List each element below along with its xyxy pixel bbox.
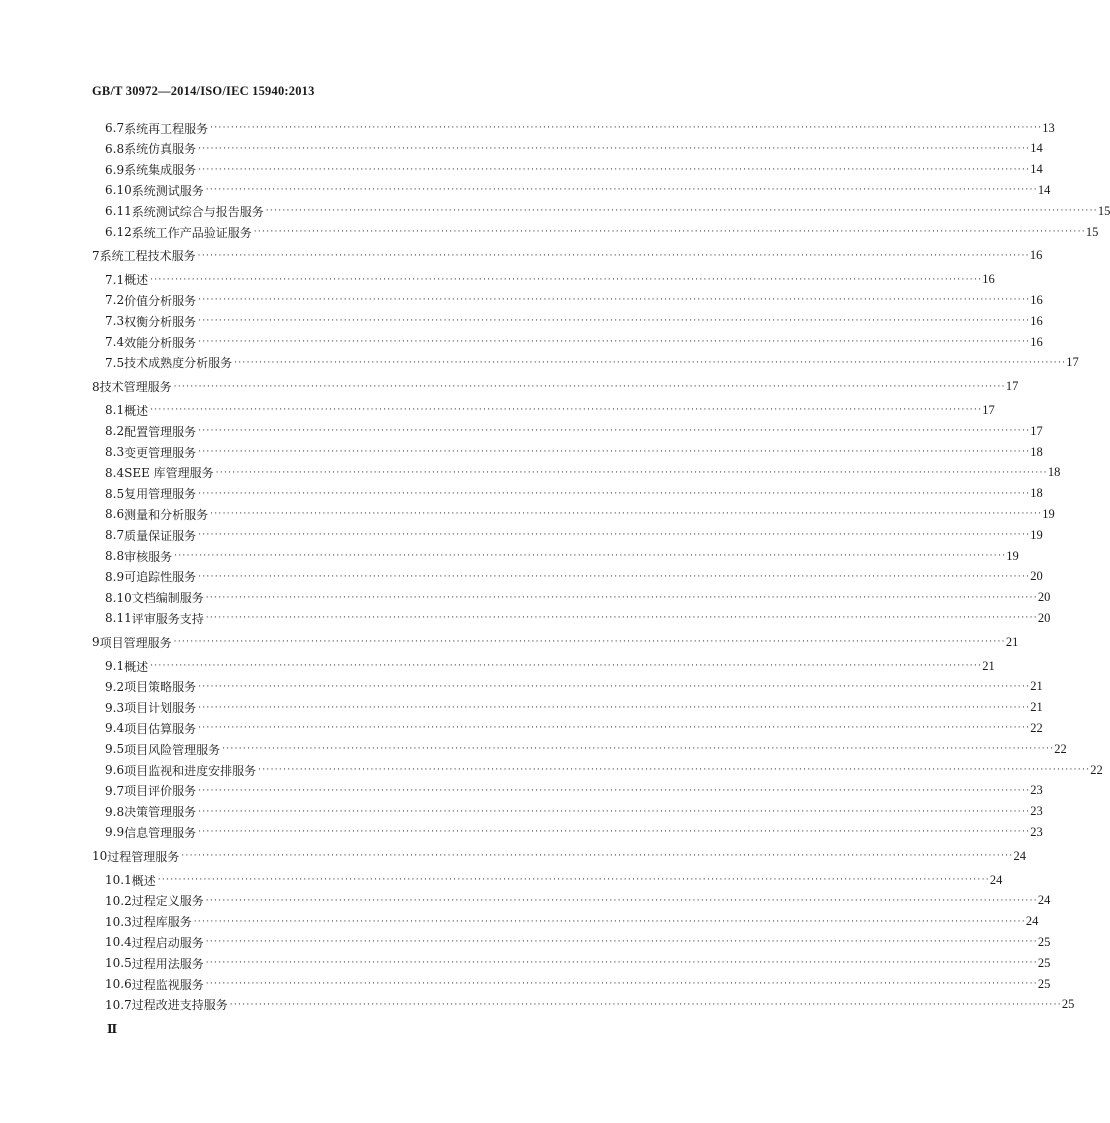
toc-section-row[interactable] bbox=[105, 421, 1043, 441]
document-header: GB/T 30972—2014/ISO/IEC 15940:2013 bbox=[92, 84, 315, 98]
toc-page-number: 25 bbox=[1061, 997, 1075, 1012]
toc-page-number: 17 bbox=[1066, 355, 1079, 370]
toc-number: 8.5 bbox=[105, 486, 125, 501]
toc-title: 概述 bbox=[131, 873, 156, 888]
toc-page-number: 16 bbox=[1029, 248, 1043, 263]
toc-page-number: 13 bbox=[1042, 120, 1055, 135]
toc-title: 技术成熟度分析服务 bbox=[124, 356, 233, 371]
toc-section-row[interactable] bbox=[105, 290, 1043, 310]
dot-leader: ········································································································································································································ bbox=[198, 447, 1031, 457]
toc-title: 系统再工程服务 bbox=[124, 121, 209, 136]
dot-leader: ········································································································································································································ bbox=[234, 357, 1067, 368]
toc-title: 信息管理服务 bbox=[124, 825, 197, 840]
toc-chapter-row[interactable] bbox=[92, 246, 1043, 266]
toc-number: 6.10 bbox=[105, 183, 132, 198]
toc-number: 8.6 bbox=[105, 507, 125, 522]
dot-leader: ········································································································································································································ bbox=[198, 316, 1031, 327]
page-number-footer: Ⅱ bbox=[107, 1022, 118, 1036]
toc-page-number: 25 bbox=[1037, 955, 1051, 970]
toc-page-number: 20 bbox=[1037, 610, 1051, 625]
toc-title: 审核服务 bbox=[124, 549, 173, 564]
toc-number: 6.9 bbox=[105, 162, 125, 177]
dot-leader: ········································································································································································································ bbox=[150, 661, 983, 671]
toc-title: 项目策略服务 bbox=[124, 680, 197, 695]
toc-section-row[interactable] bbox=[105, 739, 1067, 759]
dot-leader: ········································································································································································································ bbox=[205, 592, 1038, 603]
toc-title: 测量和分析服务 bbox=[124, 507, 209, 522]
toc-number: 6.8 bbox=[105, 141, 125, 156]
dot-leader: ········································································································································································································ bbox=[205, 613, 1038, 624]
toc-number: 6.11 bbox=[105, 204, 132, 219]
toc-page-number: 24 bbox=[989, 872, 1003, 887]
toc-page-number: 14 bbox=[1030, 162, 1043, 177]
toc-title: 过程管理服务 bbox=[107, 849, 180, 864]
dot-leader: ········································································································································································································ bbox=[198, 164, 1031, 175]
dot-leader: ········································································································································································································ bbox=[258, 765, 1091, 775]
toc-number: 8.2 bbox=[105, 424, 125, 439]
toc-page-number: 21 bbox=[1005, 634, 1019, 649]
toc-section-row[interactable] bbox=[105, 353, 1079, 373]
toc-page-number: 14 bbox=[1030, 141, 1043, 156]
dot-leader: ········································································································································································································ bbox=[198, 530, 1031, 541]
toc-section-row[interactable] bbox=[105, 870, 1003, 890]
dot-leader: ········································································································································································································ bbox=[215, 467, 1048, 478]
toc-title: 复用管理服务 bbox=[124, 487, 197, 502]
toc-number: 10.6 bbox=[105, 977, 132, 991]
dot-leader: ········································································································································································································ bbox=[205, 958, 1038, 969]
toc-section-row[interactable] bbox=[105, 118, 1055, 138]
toc-page-number: 25 bbox=[1037, 976, 1051, 991]
dot-leader: ········································································································································································································ bbox=[198, 571, 1031, 582]
toc-number: 7.2 bbox=[105, 293, 125, 308]
toc-page-number: 18 bbox=[1030, 444, 1043, 459]
toc-page-number: 23 bbox=[1030, 804, 1043, 819]
toc-title: 概述 bbox=[124, 403, 149, 418]
toc-title: 过程定义服务 bbox=[131, 894, 204, 909]
toc-title: 过程用法服务 bbox=[131, 956, 204, 971]
dot-leader: ········································································································································································································ bbox=[197, 250, 1030, 261]
toc-section-row[interactable] bbox=[105, 442, 1043, 462]
toc-page-number: 15 bbox=[1097, 203, 1110, 218]
toc-number: 9.8 bbox=[105, 804, 125, 819]
toc-title: SEE 库管理服务 bbox=[124, 466, 214, 481]
toc-section-row[interactable] bbox=[105, 974, 1051, 994]
toc-number: 10.5 bbox=[105, 956, 132, 971]
toc-number: 7.3 bbox=[105, 314, 125, 329]
toc-number: 10.3 bbox=[105, 914, 132, 929]
toc-title: 项目估算服务 bbox=[124, 721, 197, 736]
toc-title: 效能分析服务 bbox=[124, 335, 197, 350]
toc-title: 系统仿真服务 bbox=[124, 142, 197, 157]
toc-section-row[interactable] bbox=[105, 912, 1039, 932]
toc-section-row[interactable] bbox=[105, 504, 1055, 524]
toc-number: 7.4 bbox=[105, 335, 125, 349]
toc-page-number: 15 bbox=[1085, 224, 1099, 239]
toc-number: 8.3 bbox=[105, 445, 125, 459]
toc-number: 8.1 bbox=[105, 403, 125, 418]
toc-page-number: 22 bbox=[1054, 741, 1067, 756]
toc-number: 9 bbox=[92, 635, 100, 650]
toc-section-row[interactable] bbox=[105, 332, 1043, 352]
toc-section-row[interactable] bbox=[105, 311, 1043, 331]
dot-leader: ········································································································································································································ bbox=[253, 227, 1086, 237]
dot-leader: ········································································································································································································ bbox=[205, 979, 1038, 989]
toc-page-number: 21 bbox=[1030, 679, 1043, 694]
toc-title: 变更管理服务 bbox=[124, 445, 197, 460]
toc-title: 项目计划服务 bbox=[124, 701, 197, 716]
toc-number: 6.7 bbox=[105, 121, 125, 135]
toc-number: 9.9 bbox=[105, 825, 125, 840]
toc-title: 项目风险管理服务 bbox=[124, 742, 221, 757]
dot-leader: ········································································································································································································ bbox=[205, 185, 1038, 196]
toc-page-number: 23 bbox=[1030, 783, 1043, 798]
dot-leader: ········································································································································································································ bbox=[205, 937, 1038, 948]
toc-number: 9.4 bbox=[105, 721, 125, 736]
toc-section-row[interactable] bbox=[105, 180, 1051, 200]
toc-page-number: 16 bbox=[1030, 334, 1043, 349]
toc-section-row[interactable] bbox=[105, 932, 1051, 952]
dot-leader: ········································································································································································································ bbox=[205, 895, 1038, 906]
toc-section-row[interactable] bbox=[105, 525, 1043, 545]
toc-page-number: 22 bbox=[1090, 762, 1103, 777]
dot-leader: ········································································································································································································ bbox=[198, 426, 1031, 437]
toc-title: 评审服务支持 bbox=[131, 611, 204, 626]
toc-page-number: 23 bbox=[1030, 824, 1043, 839]
dot-leader: ········································································································································································································ bbox=[265, 206, 1098, 217]
toc-section-row[interactable] bbox=[105, 546, 1019, 566]
toc-number: 8.8 bbox=[105, 549, 125, 563]
toc-title: 项目管理服务 bbox=[99, 635, 172, 650]
toc-title: 文档编制服务 bbox=[131, 591, 204, 606]
dot-leader: ········································································································································································································ bbox=[198, 785, 1031, 796]
toc-section-row[interactable] bbox=[105, 802, 1043, 822]
toc-section-row[interactable] bbox=[105, 160, 1043, 180]
toc-section-row[interactable] bbox=[105, 463, 1061, 483]
toc-page-number: 24 bbox=[1025, 914, 1039, 929]
dot-leader: ········································································································································································································ bbox=[150, 405, 983, 416]
dot-leader: ········································································································································································································ bbox=[198, 488, 1031, 499]
toc-page-number: 24 bbox=[1013, 848, 1026, 863]
toc-number: 6.12 bbox=[105, 225, 132, 239]
toc-number: 7 bbox=[92, 248, 100, 263]
toc-title: 系统测试综合与报告服务 bbox=[131, 204, 264, 219]
toc-title: 项目监视和进度安排服务 bbox=[124, 763, 257, 778]
toc-number: 8.11 bbox=[105, 611, 132, 626]
dot-leader: ········································································································································································································ bbox=[174, 551, 1007, 561]
toc-number: 9.3 bbox=[105, 700, 125, 715]
toc-title: 系统工程技术服务 bbox=[99, 249, 196, 264]
toc-number: 8.9 bbox=[105, 569, 125, 584]
toc-number: 9.2 bbox=[105, 679, 125, 694]
dot-leader: ········································································································································································································ bbox=[198, 295, 1031, 306]
toc-number: 9.1 bbox=[105, 659, 125, 673]
dot-leader: ········································································································································································································ bbox=[150, 274, 983, 285]
toc-section-row[interactable] bbox=[105, 781, 1043, 801]
dot-leader: ········································································································································································································ bbox=[173, 381, 1006, 392]
toc-section-row[interactable] bbox=[105, 822, 1043, 842]
toc-section-row[interactable] bbox=[105, 891, 1051, 911]
toc-title: 过程启动服务 bbox=[131, 935, 204, 950]
toc-section-row[interactable] bbox=[105, 484, 1043, 504]
toc-page-number: 21 bbox=[982, 658, 995, 673]
toc-page-number: 24 bbox=[1037, 893, 1051, 908]
toc-number: 9.6 bbox=[105, 763, 125, 777]
toc-page-number: 25 bbox=[1037, 934, 1051, 949]
toc-section-row[interactable] bbox=[105, 139, 1043, 159]
toc-section-row[interactable] bbox=[105, 567, 1043, 587]
toc-section-row[interactable] bbox=[105, 698, 1043, 718]
toc-title: 项目评价服务 bbox=[124, 784, 197, 799]
toc-title: 概述 bbox=[124, 659, 149, 674]
toc-title: 权衡分析服务 bbox=[124, 314, 197, 329]
toc-number: 10.4 bbox=[105, 935, 132, 950]
toc-section-row[interactable] bbox=[105, 718, 1043, 738]
toc-title: 质量保证服务 bbox=[124, 528, 197, 543]
toc-section-row[interactable] bbox=[105, 270, 995, 290]
toc-section-row[interactable] bbox=[105, 677, 1043, 697]
toc-number: 9.5 bbox=[105, 742, 125, 757]
dot-leader: ········································································································································································································ bbox=[210, 509, 1043, 520]
toc-title: 技术管理服务 bbox=[99, 380, 172, 395]
toc-title: 系统集成服务 bbox=[124, 163, 197, 178]
dot-leader: ········································································································································································································ bbox=[198, 337, 1031, 347]
toc-page-number: 19 bbox=[1006, 548, 1019, 563]
dot-leader: ········································································································································································································ bbox=[198, 827, 1031, 838]
dot-leader: ········································································································································································································ bbox=[173, 637, 1006, 648]
toc-page-number: 17 bbox=[1005, 379, 1019, 394]
toc-page-number: 22 bbox=[1030, 720, 1043, 735]
toc-chapter-row[interactable] bbox=[92, 377, 1019, 397]
toc-number: 10.1 bbox=[105, 873, 132, 887]
toc-number: 8.7 bbox=[105, 528, 125, 543]
toc-page-number: 16 bbox=[982, 272, 995, 287]
toc-section-row[interactable] bbox=[105, 588, 1051, 608]
toc-number: 8.10 bbox=[105, 590, 132, 605]
toc-section-row[interactable] bbox=[105, 995, 1075, 1015]
dot-leader: ········································································································································································································ bbox=[181, 851, 1014, 862]
toc-section-row[interactable] bbox=[105, 608, 1051, 628]
toc-page-number: 21 bbox=[1030, 700, 1043, 715]
toc-page-number: 19 bbox=[1030, 527, 1043, 542]
toc-chapter-row[interactable] bbox=[92, 846, 1026, 866]
dot-leader: ········································································································································································································ bbox=[198, 702, 1031, 713]
toc-number: 9.7 bbox=[105, 783, 125, 798]
toc-number: 10.2 bbox=[105, 893, 132, 908]
dot-leader: ········································································································································································································ bbox=[198, 681, 1031, 692]
toc-page-number: 16 bbox=[1030, 313, 1043, 328]
dot-leader: ········································································································································································································ bbox=[198, 723, 1031, 734]
toc-title: 系统测试服务 bbox=[131, 183, 204, 198]
toc-page-number: 17 bbox=[982, 402, 995, 417]
toc-number: 7.1 bbox=[105, 272, 125, 287]
toc-section-row[interactable] bbox=[105, 953, 1051, 973]
toc-number: 10 bbox=[92, 849, 108, 864]
toc-title: 价值分析服务 bbox=[124, 293, 197, 308]
toc-section-row[interactable] bbox=[105, 760, 1103, 780]
dot-leader: ········································································································································································································ bbox=[222, 744, 1055, 755]
toc-page-number: 18 bbox=[1030, 486, 1043, 501]
toc-page-number: 18 bbox=[1047, 465, 1061, 480]
toc-title: 可追踪性服务 bbox=[124, 570, 197, 585]
toc-page-number: 20 bbox=[1030, 569, 1043, 584]
toc-title: 配置管理服务 bbox=[124, 424, 197, 439]
toc-section-row[interactable] bbox=[105, 201, 1110, 221]
toc-number: 8.4 bbox=[105, 465, 125, 480]
toc-page-number: 16 bbox=[1030, 292, 1043, 307]
dot-leader: ········································································································································································································ bbox=[157, 875, 990, 885]
toc-number: 7.5 bbox=[105, 355, 125, 370]
dot-leader: ········································································································································································································ bbox=[198, 143, 1031, 154]
toc-title: 过程改进支持服务 bbox=[131, 998, 228, 1013]
dot-leader: ········································································································································································································ bbox=[210, 123, 1043, 133]
toc-title: 概述 bbox=[124, 273, 149, 288]
toc-title: 系统工作产品验证服务 bbox=[131, 225, 252, 240]
toc-section-row[interactable] bbox=[105, 400, 995, 420]
toc-page-number: 19 bbox=[1042, 506, 1055, 521]
toc-section-row[interactable] bbox=[105, 656, 995, 676]
dot-leader: ········································································································································································································ bbox=[229, 999, 1062, 1010]
toc-page-number: 20 bbox=[1037, 590, 1051, 605]
toc-page-number: 14 bbox=[1037, 182, 1051, 197]
toc-title: 决策管理服务 bbox=[124, 805, 197, 820]
dot-leader: ········································································································································································································ bbox=[193, 916, 1026, 927]
toc-chapter-row[interactable] bbox=[92, 632, 1019, 652]
toc-section-row[interactable] bbox=[105, 222, 1099, 242]
toc-page-number: 17 bbox=[1030, 423, 1043, 438]
toc-number: 10.7 bbox=[105, 997, 132, 1012]
dot-leader: ········································································································································································································ bbox=[198, 806, 1031, 817]
toc-title: 过程监视服务 bbox=[131, 977, 204, 992]
toc-number: 8 bbox=[92, 379, 100, 394]
toc-title: 过程库服务 bbox=[131, 915, 192, 930]
